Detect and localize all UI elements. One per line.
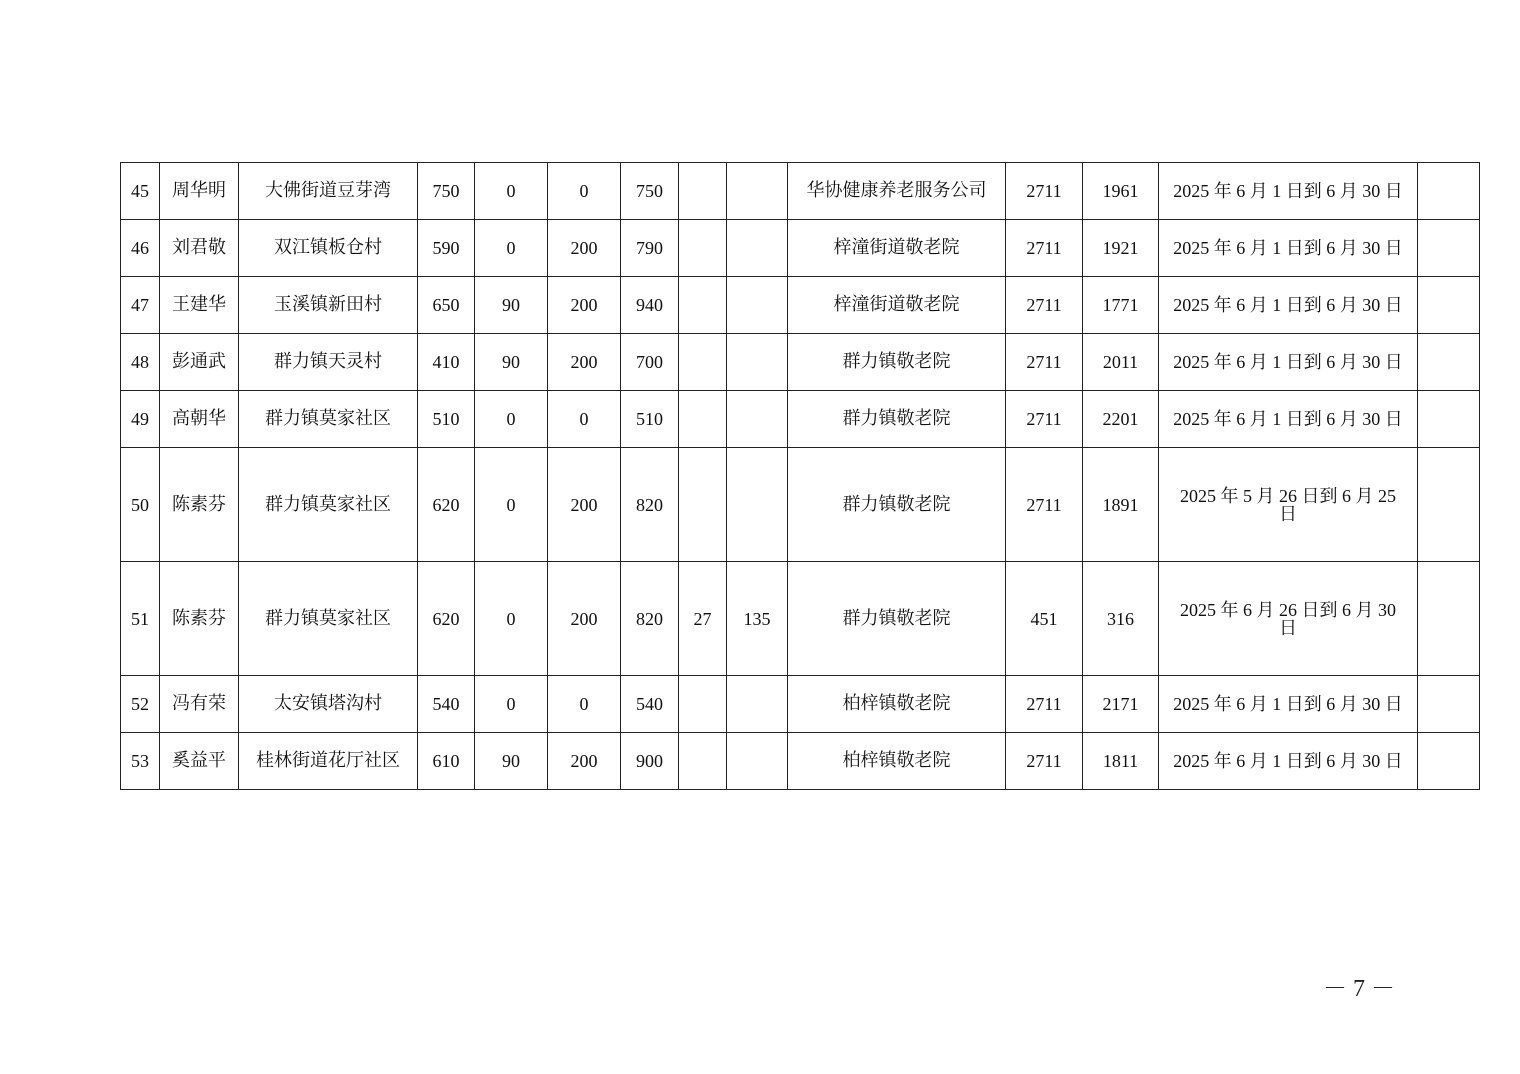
period: 2025 年 6 月 1 日到 6 月 30 日 [1159,391,1418,448]
value-4: 540 [621,676,679,733]
address: 大佛街道豆芽湾 [239,163,418,220]
institution: 群力镇敬老院 [788,562,1006,676]
value-4: 790 [621,220,679,277]
institution: 柏梓镇敬老院 [788,733,1006,790]
value-1: 620 [418,448,475,562]
value-7: 2711 [1006,277,1083,334]
value-6: 135 [727,562,788,676]
value-6 [727,220,788,277]
value-8: 1771 [1083,277,1159,334]
period: 2025 年 6 月 1 日到 6 月 30 日 [1159,277,1418,334]
value-1: 410 [418,334,475,391]
table-row [121,448,1480,562]
institution: 华协健康养老服务公司 [788,163,1006,220]
person-name: 陈素芬 [160,562,239,676]
value-8: 316 [1083,562,1159,676]
value-8: 1961 [1083,163,1159,220]
address: 群力镇莫家社区 [239,391,418,448]
period: 2025 年 6 月 1 日到 6 月 30 日 [1159,220,1418,277]
institution: 群力镇敬老院 [788,334,1006,391]
value-6 [727,277,788,334]
value-3: 200 [548,733,621,790]
value-2: 90 [475,277,548,334]
value-3: 200 [548,448,621,562]
period-line-2: 日 [1279,503,1297,524]
note [1418,334,1480,391]
value-1: 750 [418,163,475,220]
value-5 [679,448,727,562]
institution: 梓潼街道敬老院 [788,277,1006,334]
period: 2025 年 6 月 1 日到 6 月 30 日 [1159,733,1418,790]
value-4: 750 [621,163,679,220]
value-7: 2711 [1006,448,1083,562]
period-line-1: 2025 年 5 月 26 日到 6 月 25 [1180,485,1396,506]
period-line-1: 2025 年 6 月 26 日到 6 月 30 [1180,599,1396,620]
note [1418,676,1480,733]
table-row [121,277,1480,334]
value-5 [679,334,727,391]
value-8: 2171 [1083,676,1159,733]
value-5 [679,733,727,790]
value-2: 0 [475,220,548,277]
value-8: 1811 [1083,733,1159,790]
note [1418,220,1480,277]
address: 群力镇莫家社区 [239,562,418,676]
value-3: 200 [548,220,621,277]
value-7: 2711 [1006,334,1083,391]
person-name: 冯有荣 [160,676,239,733]
person-name: 奚益平 [160,733,239,790]
table-row [121,733,1480,790]
value-2: 0 [475,562,548,676]
value-2: 0 [475,676,548,733]
row-number: 45 [121,163,160,220]
value-3: 0 [548,391,621,448]
value-7: 2711 [1006,391,1083,448]
value-6 [727,448,788,562]
value-8: 2201 [1083,391,1159,448]
period [1159,562,1418,676]
value-1: 590 [418,220,475,277]
value-5 [679,220,727,277]
value-4: 510 [621,391,679,448]
institution: 梓潼街道敬老院 [788,220,1006,277]
period: 2025 年 6 月 1 日到 6 月 30 日 [1159,163,1418,220]
period: 2025 年 6 月 1 日到 6 月 30 日 [1159,334,1418,391]
value-2: 90 [475,334,548,391]
value-7: 451 [1006,562,1083,676]
value-1: 650 [418,277,475,334]
person-name: 彭通武 [160,334,239,391]
value-8: 2011 [1083,334,1159,391]
value-2: 90 [475,733,548,790]
value-1: 610 [418,733,475,790]
value-6 [727,391,788,448]
value-5 [679,391,727,448]
value-1: 620 [418,562,475,676]
address: 桂林街道花厅社区 [239,733,418,790]
address: 群力镇天灵村 [239,334,418,391]
institution: 群力镇敬老院 [788,391,1006,448]
value-6 [727,676,788,733]
value-8: 1891 [1083,448,1159,562]
value-3: 200 [548,562,621,676]
table-row [121,391,1480,448]
table-row [121,562,1480,676]
table-row [121,163,1480,220]
value-1: 510 [418,391,475,448]
value-3: 0 [548,163,621,220]
address: 双江镇板仓村 [239,220,418,277]
value-4: 700 [621,334,679,391]
value-7: 2711 [1006,733,1083,790]
value-8: 1921 [1083,220,1159,277]
address: 群力镇莫家社区 [239,448,418,562]
value-7: 2711 [1006,163,1083,220]
period [1159,448,1418,562]
row-number: 53 [121,733,160,790]
period: 2025 年 6 月 1 日到 6 月 30 日 [1159,676,1418,733]
note [1418,448,1480,562]
value-3: 200 [548,334,621,391]
row-number: 51 [121,562,160,676]
row-number: 49 [121,391,160,448]
row-number: 47 [121,277,160,334]
value-4: 900 [621,733,679,790]
note [1418,562,1480,676]
value-2: 0 [475,448,548,562]
address: 太安镇塔沟村 [239,676,418,733]
table-row [121,220,1480,277]
row-number: 52 [121,676,160,733]
table-row [121,676,1480,733]
note [1418,277,1480,334]
value-6 [727,334,788,391]
value-5 [679,163,727,220]
value-4: 820 [621,448,679,562]
value-2: 0 [475,163,548,220]
note [1418,733,1480,790]
value-5 [679,277,727,334]
value-5 [679,676,727,733]
note [1418,163,1480,220]
person-name: 王建华 [160,277,239,334]
value-6 [727,733,788,790]
person-name: 高朝华 [160,391,239,448]
value-7: 2711 [1006,676,1083,733]
institution: 柏梓镇敬老院 [788,676,1006,733]
person-name: 周华明 [160,163,239,220]
value-3: 200 [548,277,621,334]
period-line-2: 日 [1279,617,1297,638]
value-7: 2711 [1006,220,1083,277]
address: 玉溪镇新田村 [239,277,418,334]
row-number: 46 [121,220,160,277]
note [1418,391,1480,448]
institution: 群力镇敬老院 [788,448,1006,562]
value-5: 27 [679,562,727,676]
value-4: 940 [621,277,679,334]
person-name: 刘君敬 [160,220,239,277]
records-table [120,162,1480,790]
value-3: 0 [548,676,621,733]
page-number: － 7 － [1323,976,1395,1002]
person-name: 陈素芬 [160,448,239,562]
row-number: 50 [121,448,160,562]
value-6 [727,163,788,220]
table-row [121,334,1480,391]
value-2: 0 [475,391,548,448]
value-4: 820 [621,562,679,676]
row-number: 48 [121,334,160,391]
value-1: 540 [418,676,475,733]
